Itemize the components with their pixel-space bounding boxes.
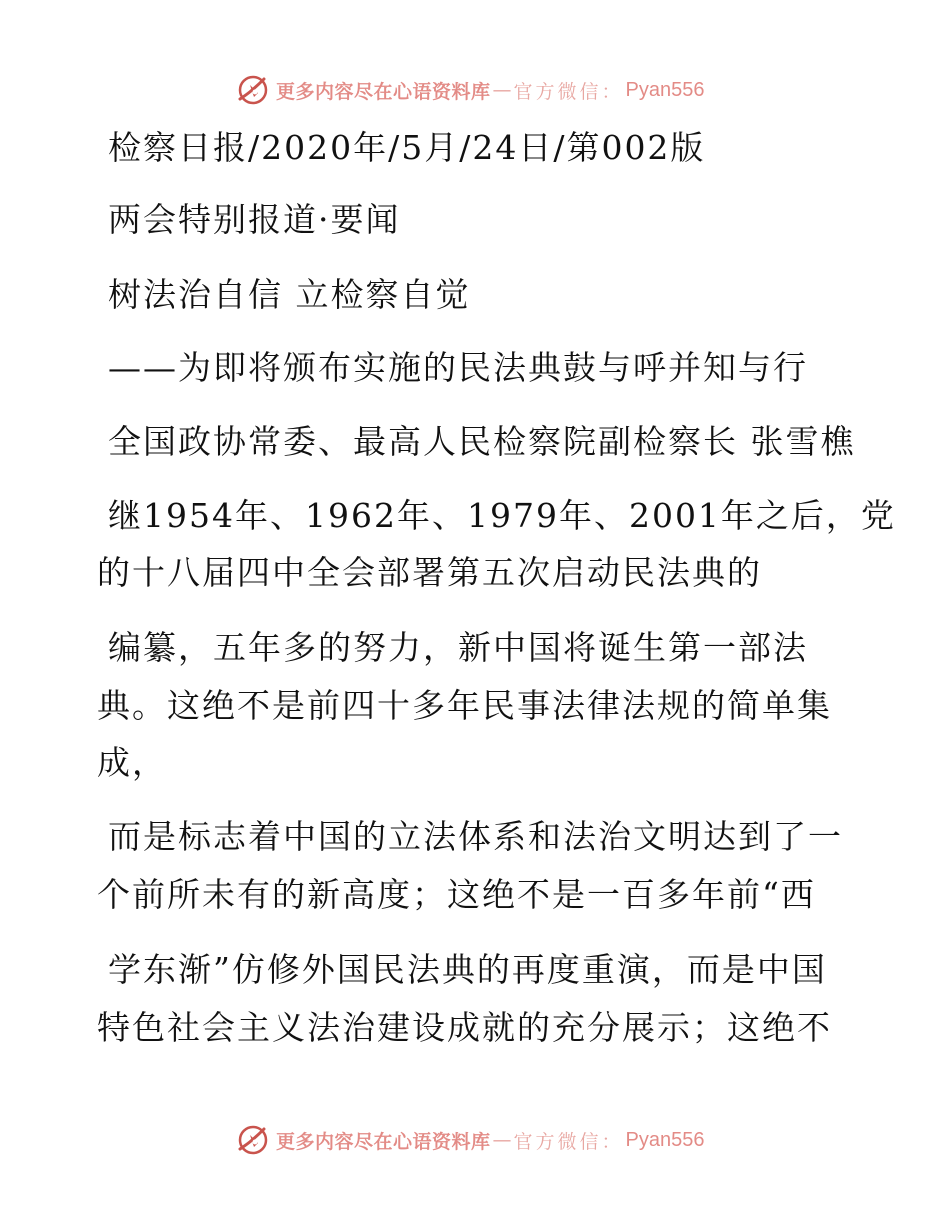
watermark-wechat-label: 官方微信： — [513, 80, 624, 103]
column-line: 两会特别报道·要闻 — [108, 200, 401, 239]
watermark-dash: — — [492, 1129, 512, 1151]
watermark-text: 更多内容尽在心语资料库 — [276, 1130, 491, 1153]
watermark-wechat-id: Pyan556 — [625, 1128, 705, 1151]
body-line: 特色社会主义法治建设成就的充分展示；这绝不 — [97, 1008, 832, 1047]
article-title: 树法治自信 立检察自觉 — [108, 275, 471, 314]
watermark-wechat-id: Pyan556 — [625, 78, 705, 101]
body-line: 成， — [97, 743, 167, 782]
body-line: 学东渐”仿修外国民法典的再度重演，而是中国 — [108, 950, 827, 989]
article-subtitle: ——为即将颁布实施的民法典鼓与呼并知与行 — [108, 348, 808, 387]
pen-logo-icon — [236, 73, 270, 107]
body-line: 典。这绝不是前四十多年民事法律法规的简单集 — [97, 686, 832, 725]
watermark-wechat-label: 官方微信： — [513, 1130, 624, 1153]
watermark-text: 更多内容尽在心语资料库 — [276, 80, 491, 103]
source-line: 检察日报/2020年/5月/24日/第002版 — [108, 128, 706, 167]
body-line: 编纂，五年多的努力，新中国将诞生第一部法 — [108, 628, 808, 667]
body-line: 的十八届四中全会部署第五次启动民法典的 — [97, 553, 762, 592]
watermark-dash: — — [492, 79, 512, 101]
author-line: 全国政协常委、最高人民检察院副检察长 张雪樵 — [108, 422, 856, 461]
body-line: 继1954年、1962年、1979年、2001年之后，党 — [108, 496, 896, 535]
body-line: 个前所未有的新高度；这绝不是一百多年前“西 — [97, 875, 816, 914]
body-line: 而是标志着中国的立法体系和法治文明达到了一 — [108, 817, 843, 856]
pen-logo-icon — [236, 1123, 270, 1157]
watermark-footer — [236, 1120, 705, 1160]
watermark-header — [236, 70, 705, 110]
